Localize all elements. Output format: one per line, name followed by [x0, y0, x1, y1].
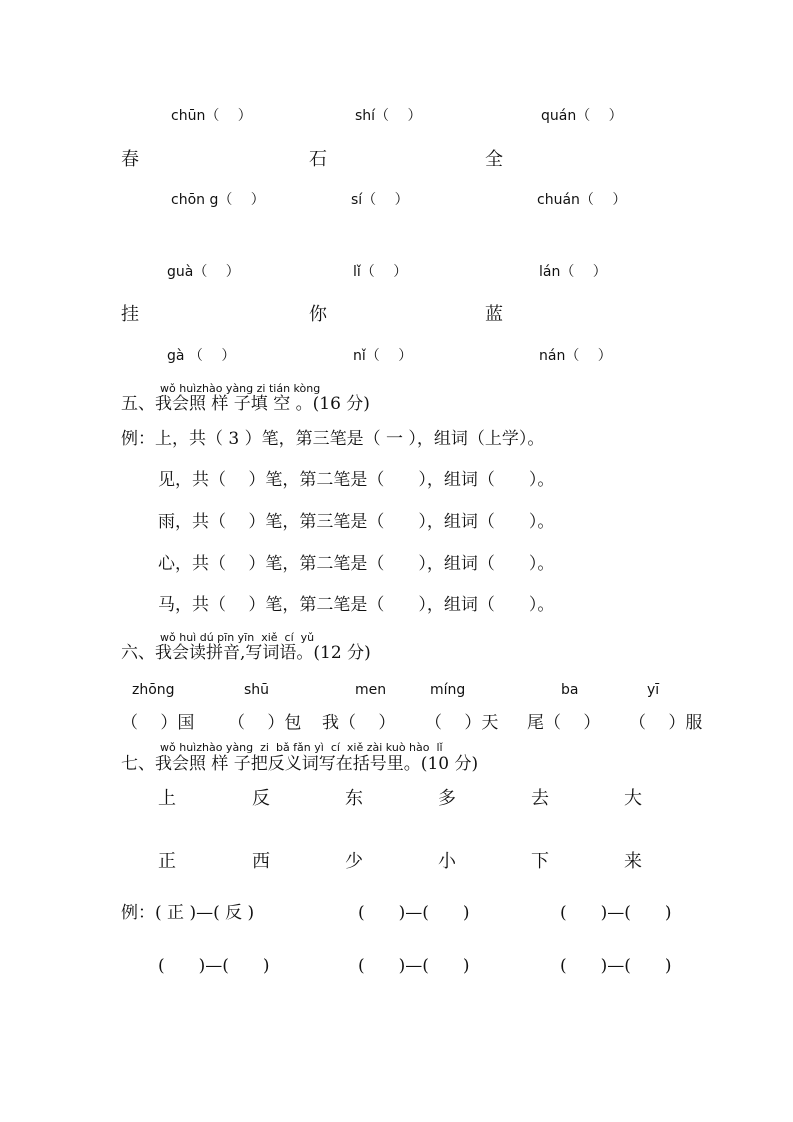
word-blank: （ ）天: [425, 713, 499, 733]
antonym-pair-blank: ( )—( ): [358, 956, 470, 976]
word-pinyin: shū: [244, 682, 270, 698]
pinyin-option: gà （ ）: [167, 348, 236, 364]
antonym-pair-blank: ( )—( ): [358, 903, 470, 923]
hanzi-character: 你: [309, 304, 327, 325]
antonym-pair-blank: ( )—( ): [560, 903, 672, 923]
hanzi-character: 挂: [121, 304, 139, 325]
antonym-character: 下: [531, 851, 549, 872]
pinyin-option: chuán（ ）: [537, 192, 627, 208]
word-blank: 我（ ）: [322, 713, 396, 733]
pinyin-option: lán（ ）: [539, 264, 607, 280]
pinyin-option: lǐ（ ）: [353, 264, 408, 280]
stroke-exercise-row: 心，共（ ）笔，第二笔是（ ），组词（ ）。: [158, 554, 555, 574]
stroke-exercise-row: 见，共（ ）笔，第二笔是（ ），组词（ ）。: [158, 470, 555, 490]
pinyin-option: nǐ（ ）: [353, 348, 413, 364]
section5-example: 例：上，共（ 3 ）笔，第三笔是（ 一 ），组词（上学）。: [121, 429, 545, 449]
antonym-pair-blank: ( )—( ): [560, 956, 672, 976]
antonym-character: 正: [158, 851, 176, 872]
word-pinyin: yī: [647, 682, 660, 698]
pinyin-option: quán（ ）: [541, 108, 623, 124]
word-pinyin: ba: [561, 682, 579, 698]
section5-title: 五、我会照 样 子填 空 。(16 分): [121, 394, 370, 414]
antonym-character: 西: [252, 851, 270, 872]
word-pinyin: zhōng: [132, 682, 175, 698]
word-blank: （ ）包: [228, 713, 302, 733]
antonym-character: 去: [531, 788, 549, 809]
section6-pinyin-ruby: wǒ huì dú pīn yīn xiě cí yǔ: [160, 631, 315, 644]
word-blank: 尾（ ）: [527, 713, 601, 733]
hanzi-character: 春: [121, 149, 139, 170]
pinyin-option: guà（ ）: [167, 264, 240, 280]
antonym-character: 反: [252, 788, 270, 809]
section7-title: 七、我会照 样 子把反义词写在括号里。(10 分): [121, 754, 479, 774]
section5-pinyin-ruby: wǒ huìzhào yàng zi tián kòng: [160, 382, 321, 395]
pinyin-option: chūn（ ）: [171, 108, 252, 124]
antonym-character: 大: [624, 788, 642, 809]
stroke-exercise-row: 雨，共（ ）笔，第三笔是（ ），组词（ ）。: [158, 512, 555, 532]
antonym-character: 来: [624, 851, 642, 872]
antonym-pair-blank: ( )—( ): [158, 956, 270, 976]
pinyin-option: shí（ ）: [355, 108, 422, 124]
word-blank: （ ）国: [121, 713, 195, 733]
word-blank: （ ）服: [629, 713, 703, 733]
stroke-exercise-row: 马，共（ ）笔，第二笔是（ ），组词（ ）。: [158, 595, 555, 615]
pinyin-option: sí（ ）: [351, 192, 409, 208]
antonym-character: 小: [438, 851, 456, 872]
hanzi-character: 蓝: [485, 304, 503, 325]
pinyin-option: nán（ ）: [539, 348, 612, 364]
antonym-character: 少: [345, 851, 363, 872]
antonym-pair-example: 例：( 正 )—( 反 ): [121, 903, 255, 923]
antonym-character: 上: [158, 788, 176, 809]
word-pinyin: men: [355, 682, 387, 698]
hanzi-character: 全: [485, 149, 503, 170]
hanzi-character: 石: [309, 149, 327, 170]
section6-title: 六、我会读拼音,写词语。(12 分): [121, 643, 371, 663]
pinyin-option: chōn g（ ）: [171, 192, 265, 208]
section7-pinyin-ruby: wǒ huìzhào yàng zi bǎ fǎn yì cí xiě zài kuò hào lǐ: [160, 741, 443, 754]
antonym-character: 东: [345, 788, 363, 809]
antonym-character: 多: [438, 788, 456, 809]
word-pinyin: míng: [430, 682, 466, 698]
